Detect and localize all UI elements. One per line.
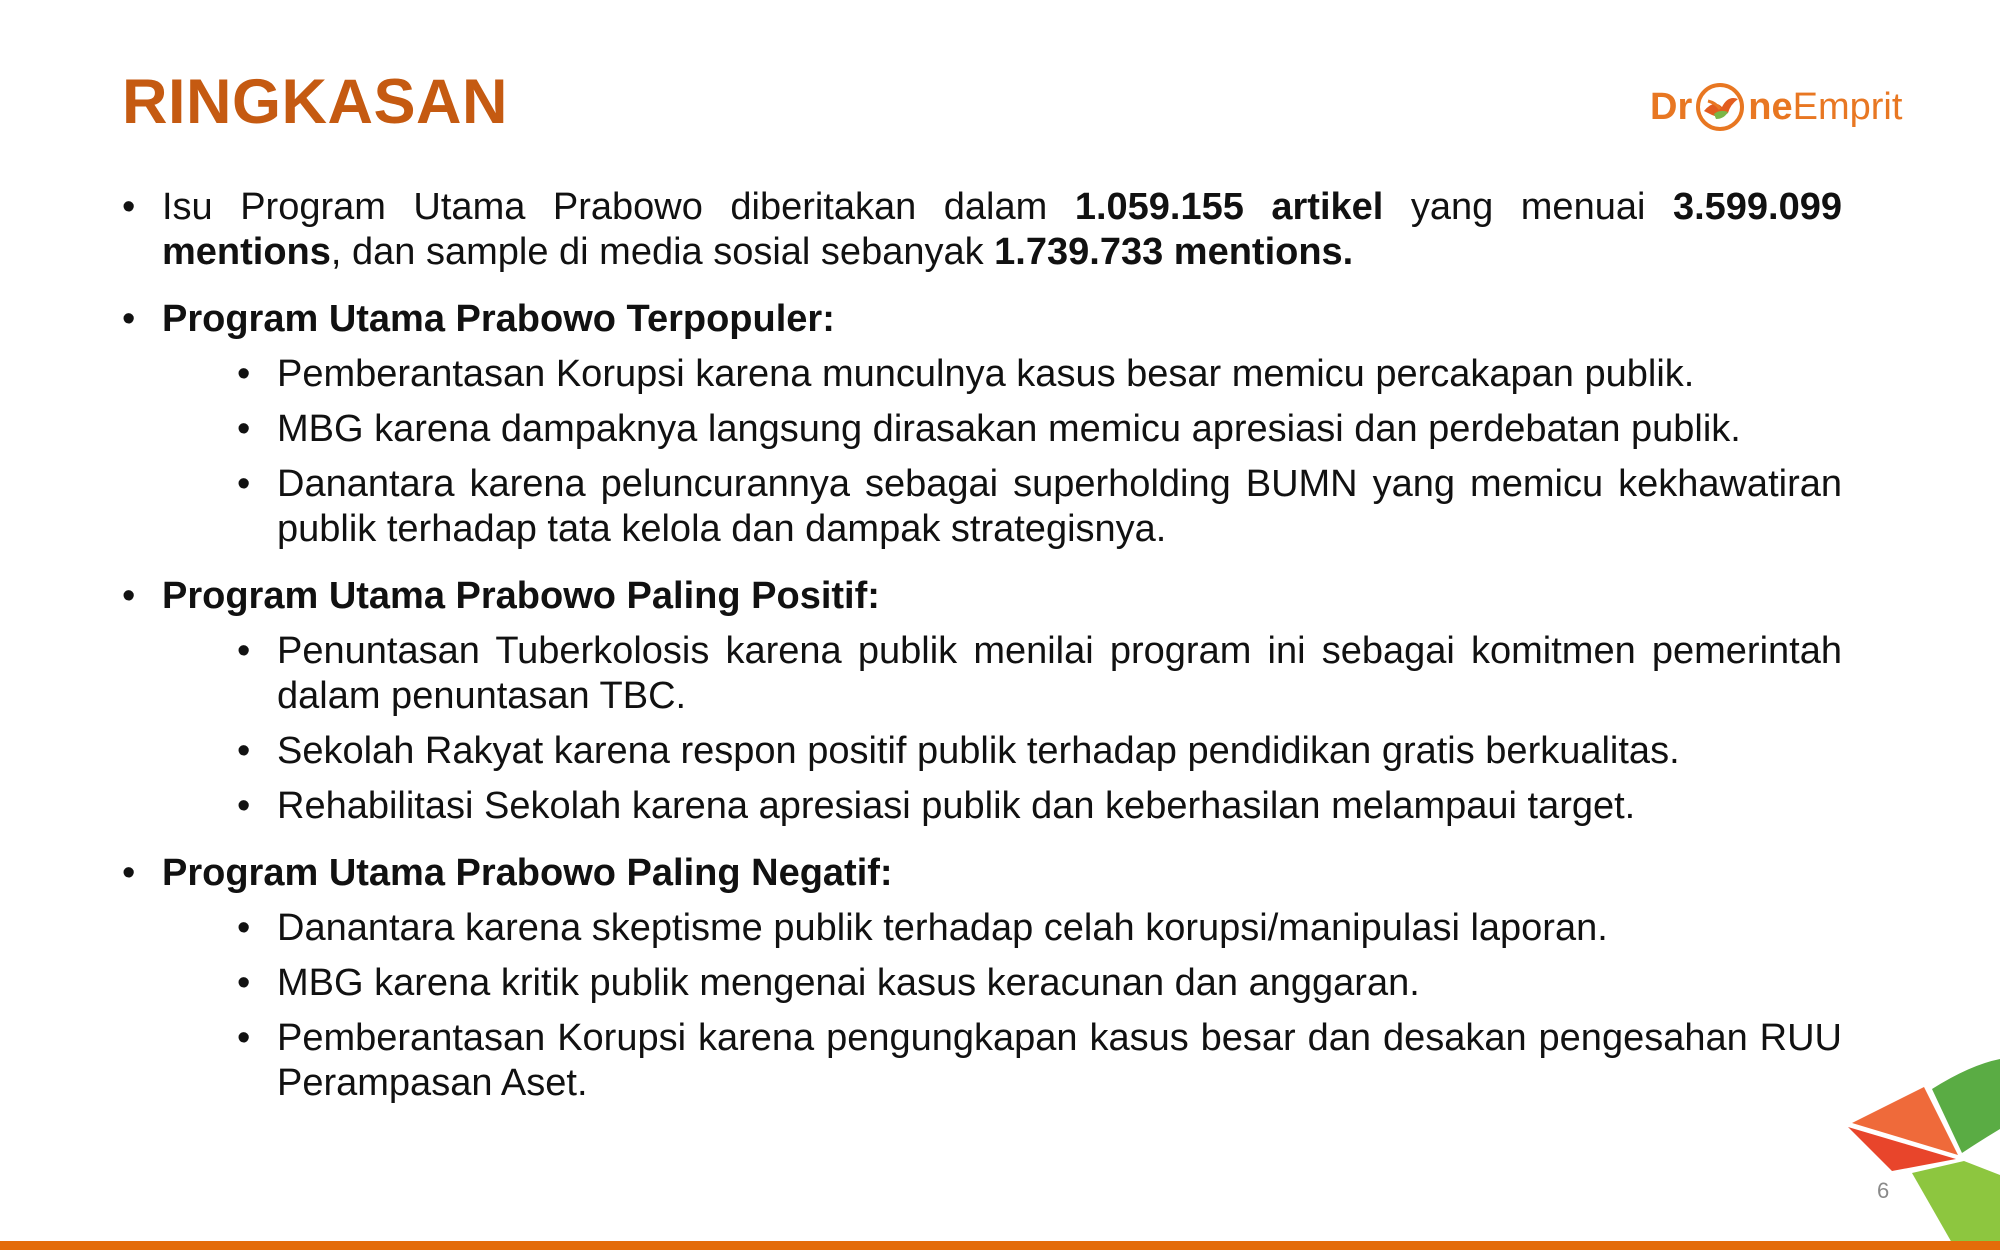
article-count: 1.059.155 artikel [1074,186,1384,228]
intro-text-2: yang menuai [1383,186,1673,228]
list-item: • Sekolah Rakyat karena respon positif publik terhadap pendidikan gratis berkualitas. [237,729,1842,774]
logo-text-ne: ne [1748,85,1793,128]
drone-bird-icon [1694,81,1746,133]
logo-text-emprit: Emprit [1792,85,1903,128]
section-positive [122,574,1842,829]
bottom-accent-bar [0,1241,2000,1250]
mentions-count: 3.599.099 mentions [162,186,1842,273]
social-mentions-count: 1.739.733 mentions. [994,231,1354,273]
section-popular [122,297,1842,552]
section-negative [122,851,1842,1106]
list-item: • Pemberantasan Korupsi karena munculnya kasus besar memicu percakapan publik. [237,352,1842,397]
intro-text-1: Isu Program Utama Prabowo diberitakan dalam [162,186,1075,228]
section-heading-popular: • Program Utama Prabowo Terpopuler: [162,298,835,340]
list-item: • Danantara karena peluncurannya sebagai superholding BUMN yang memicu kekhawatiran publik terhadap tata kelola dan dampak strategisnya. [237,462,1842,552]
intro-text-3: , dan sample di media sosial sebanyak [330,231,995,273]
page-number: 6 [1877,1178,1890,1203]
logo-text-dr: Dr [1650,85,1693,128]
corner-decoration [1840,1055,2000,1250]
list-item: • MBG karena kritik publik mengenai kasus keracunan dan anggaran. [237,961,1842,1006]
intro-bullet [122,185,1842,275]
summary-content [122,185,1842,1128]
section-heading-negative: • Program Utama Prabowo Paling Negatif: [162,852,893,894]
list-item: • Danantara karena skeptisme publik terhadap celah korupsi/manipulasi laporan. [237,906,1842,951]
slide-title: RINGKASAN [122,67,509,137]
list-item: • Rehabilitasi Sekolah karena apresiasi publik dan keberhasilan melampaui target. [237,784,1842,829]
list-item: • Penuntasan Tuberkolosis karena publik menilai program ini sebagai komitmen pemerintah dalam penuntasan TBC. [237,629,1842,719]
list-item: • MBG karena dampaknya langsung dirasakan memicu apresiasi dan perdebatan publik. [237,407,1842,452]
section-heading-positive: • Program Utama Prabowo Paling Positif: [162,575,880,617]
list-item: • Pemberantasan Korupsi karena pengungkapan kasus besar dan desakan pengesahan RUU Perampasan Aset. [237,1016,1842,1106]
drone-emprit-logo [1650,72,1902,142]
